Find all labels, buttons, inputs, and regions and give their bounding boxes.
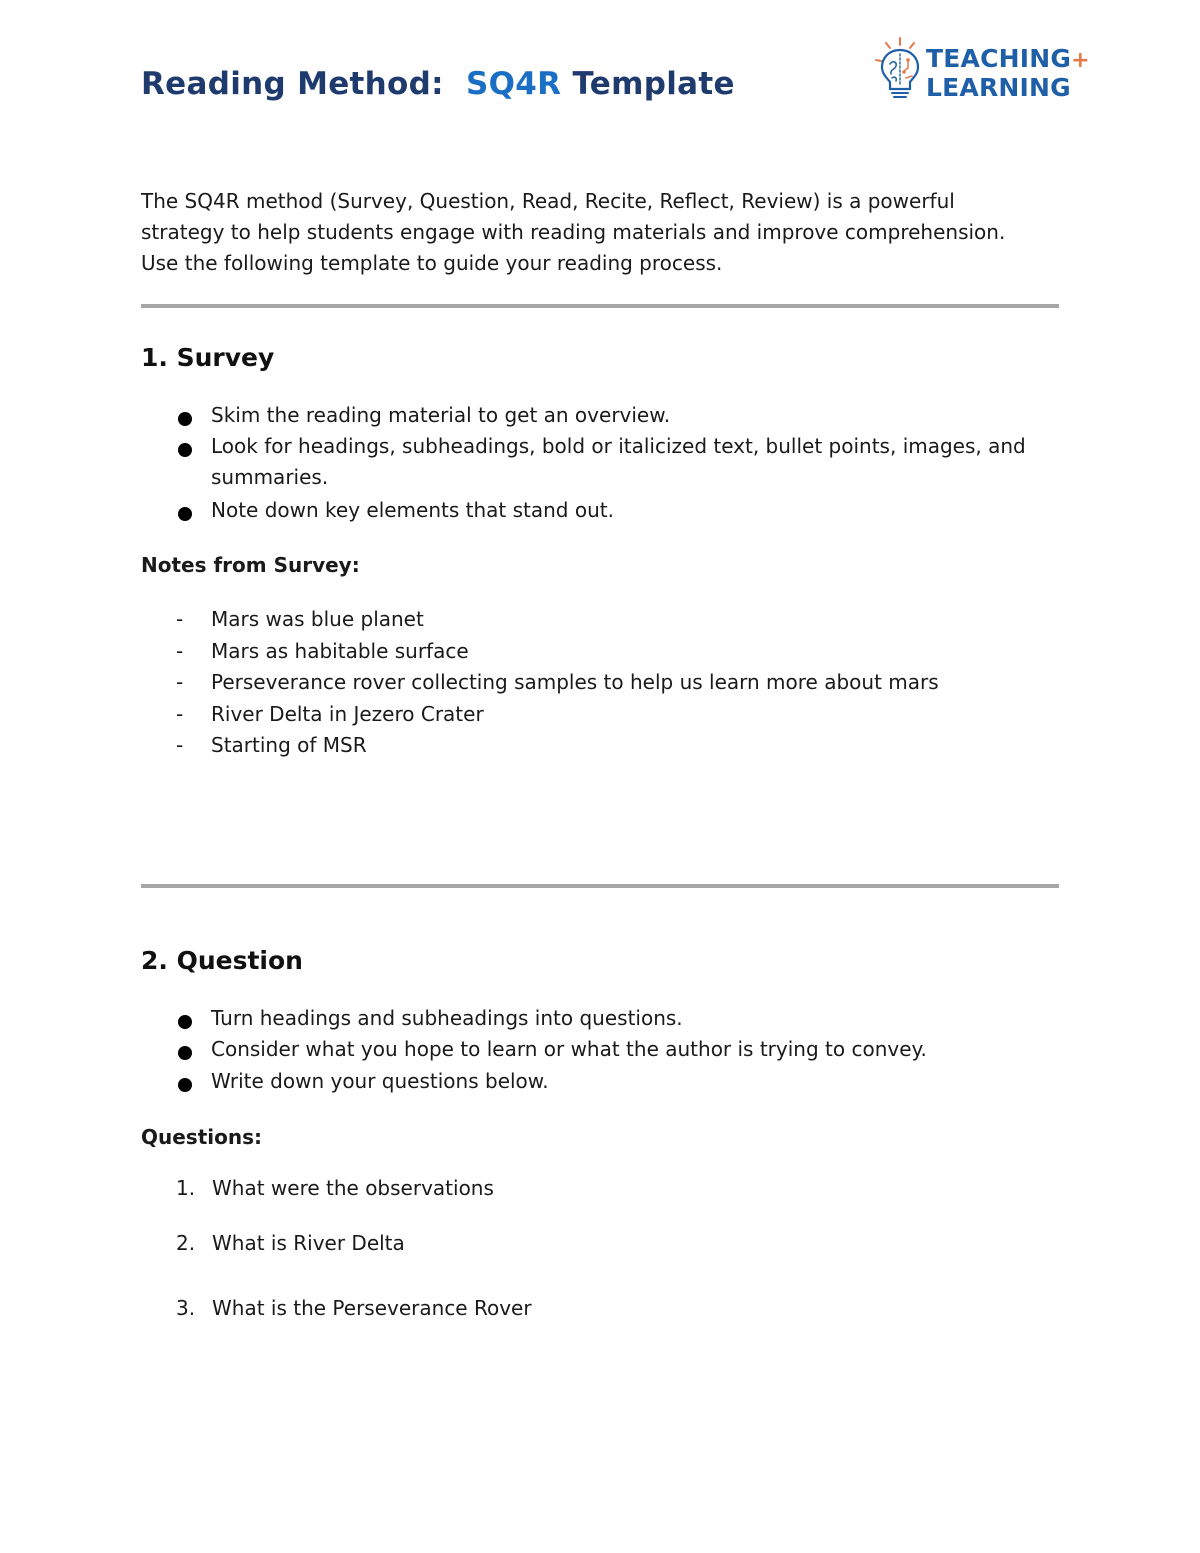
dash-marker: - bbox=[176, 607, 184, 631]
list-number: 2. bbox=[176, 1231, 196, 1255]
survey-bullet-list bbox=[141, 400, 1061, 526]
list-item: - River Delta in Jezero Crater bbox=[141, 699, 1061, 731]
survey-heading: 1. Survey bbox=[141, 343, 275, 372]
bullet-icon bbox=[178, 1078, 192, 1092]
title-accent: SQ4R bbox=[466, 66, 562, 102]
questions-label: Questions: bbox=[141, 1125, 263, 1149]
survey-notes-list bbox=[141, 604, 1061, 762]
list-item: 1. What were the observations bbox=[176, 1176, 494, 1200]
page-title bbox=[141, 66, 735, 102]
logo-text-learning: LEARNING bbox=[926, 73, 1071, 102]
dash-marker: - bbox=[176, 638, 184, 663]
list-item: Look for headings, subheadings, bold or italicized text, bullet points, images, and summaries. bbox=[141, 431, 1061, 493]
dash-marker: - bbox=[176, 701, 184, 726]
list-item: 2. What is River Delta bbox=[176, 1231, 405, 1255]
dash-marker: - bbox=[176, 733, 184, 757]
section-divider bbox=[141, 884, 1059, 888]
list-item: Consider what you hope to learn or what the author is trying to convey. bbox=[141, 1034, 1061, 1065]
list-item: - Mars as habitable surface bbox=[141, 636, 1061, 668]
list-number: 3. bbox=[176, 1296, 196, 1320]
title-prefix: Reading Method: bbox=[141, 66, 444, 102]
section-divider bbox=[141, 304, 1059, 308]
list-item: - Perseverance rover collecting samples to help us learn more about mars bbox=[141, 667, 1061, 699]
bullet-icon bbox=[178, 412, 192, 426]
bullet-icon bbox=[178, 1015, 192, 1029]
question-heading: 2. Question bbox=[141, 946, 303, 975]
survey-notes-label: Notes from Survey: bbox=[141, 553, 360, 577]
intro-paragraph: The SQ4R method (Survey, Question, Read, Recite, Reflect, Review) is a powerful strategy to help students engage with reading materials and improve comprehension. Use the following template to guide your reading process. bbox=[141, 189, 1006, 275]
dash-marker: - bbox=[176, 670, 184, 694]
bullet-icon bbox=[178, 1046, 192, 1060]
list-item: Turn headings and subheadings into questions. bbox=[141, 1003, 1061, 1034]
list-item: Write down your questions below. bbox=[141, 1066, 1061, 1097]
list-item: Note down key elements that stand out. bbox=[141, 495, 1061, 526]
question-bullet-list bbox=[141, 1003, 1061, 1097]
logo-plus: + bbox=[1071, 48, 1090, 73]
list-item: - Starting of MSR bbox=[141, 730, 1061, 762]
title-suffix: Template bbox=[572, 66, 735, 102]
lightbulb-brain-icon bbox=[870, 36, 926, 102]
bullet-icon bbox=[178, 507, 192, 521]
logo-text-teaching: TEACHING+ bbox=[926, 44, 1090, 73]
list-number: 1. bbox=[176, 1176, 196, 1200]
bullet-icon bbox=[178, 443, 192, 457]
list-item: 3. What is the Perseverance Rover bbox=[176, 1296, 532, 1320]
teaching-learning-logo bbox=[870, 36, 1090, 106]
list-item: - Mars was blue planet bbox=[141, 604, 1061, 636]
list-item: Skim the reading material to get an overview. bbox=[141, 400, 1061, 431]
